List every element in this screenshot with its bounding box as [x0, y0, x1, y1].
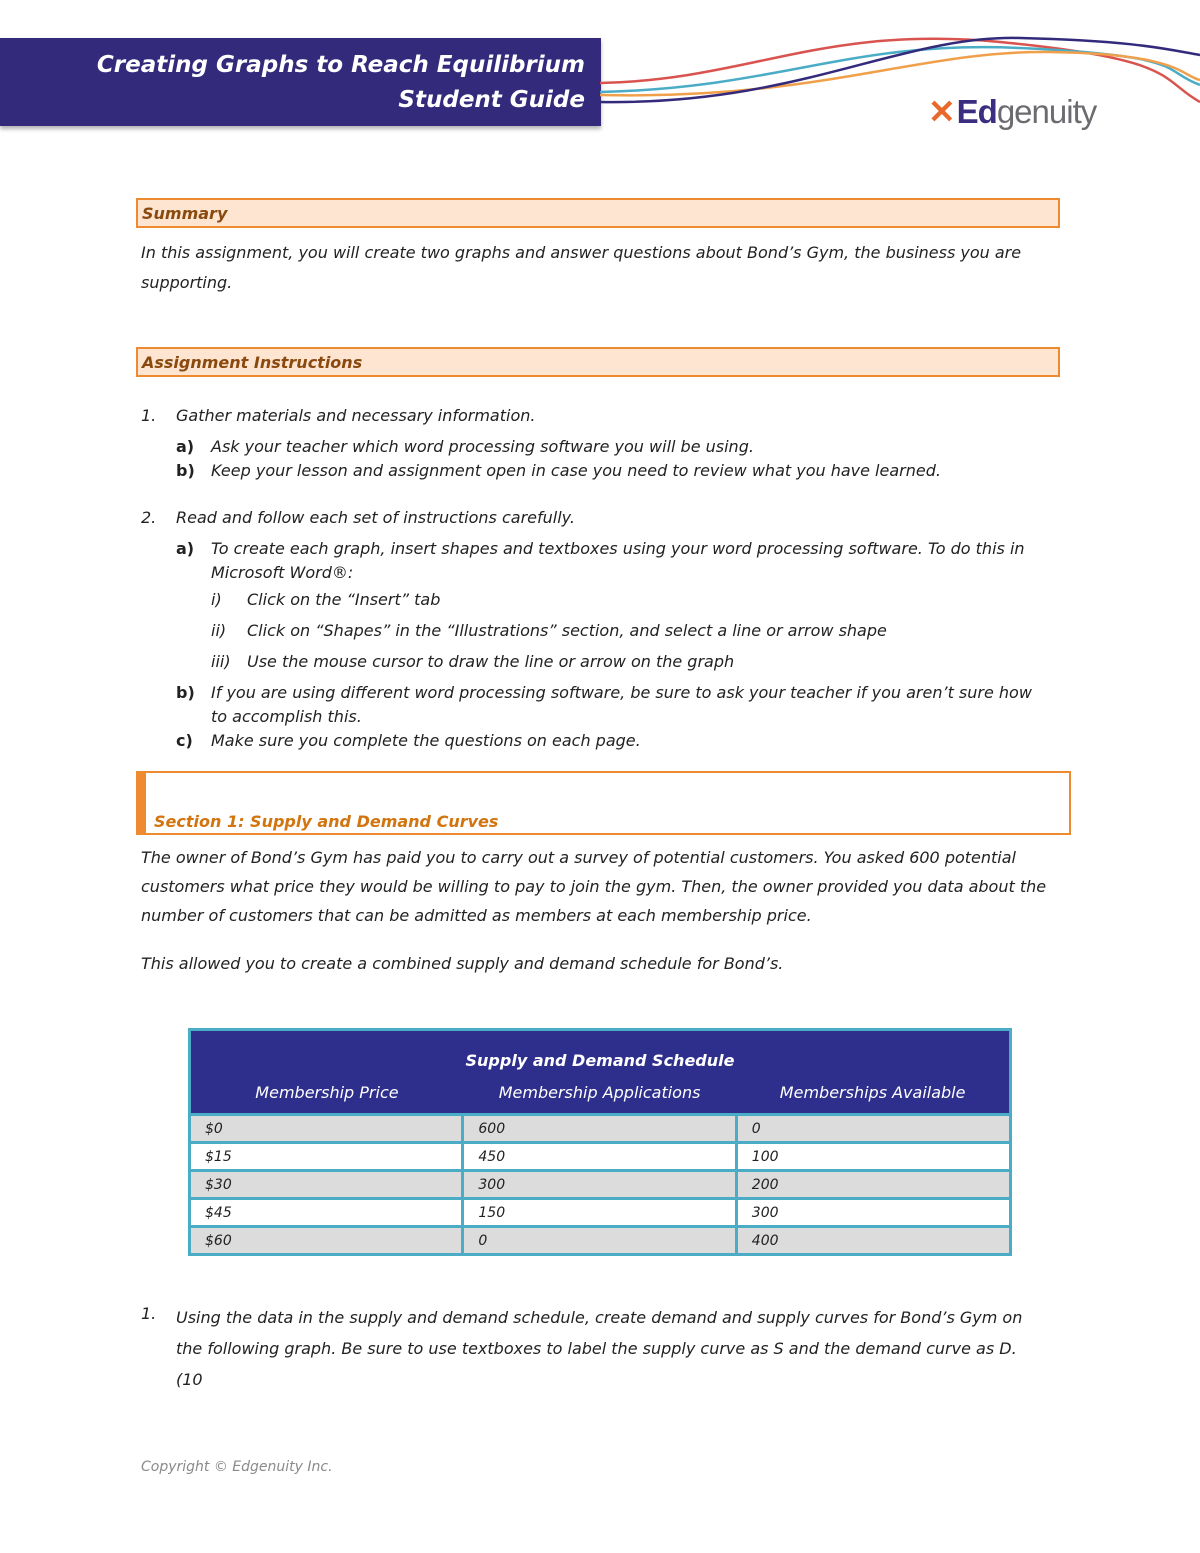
step-item: Use the mouse cursor to draw the line or arrow on the graph [247, 652, 735, 671]
sub-label: b) [176, 683, 195, 702]
table-title: Supply and Demand Schedule [190, 1030, 1011, 1072]
decorative-waves [600, 30, 1200, 120]
document-title: Creating Graphs to Reach Equilibrium [96, 52, 585, 78]
item-number: 2. [141, 508, 157, 527]
sub-label: a) [176, 437, 195, 456]
sub-label: c) [176, 731, 193, 750]
table-cell: 0 [736, 1115, 1010, 1143]
item-number: 1. [141, 406, 157, 425]
step-label: i) [211, 590, 222, 609]
section1-paragraph-2: This allowed you to create a combined supply and demand schedule for Bond’s. [141, 954, 784, 973]
sub-item: Make sure you complete the questions on each page. [211, 731, 641, 750]
instruction-item: Read and follow each set of instructions carefully. [176, 508, 575, 527]
table-cell: 100 [736, 1143, 1010, 1171]
table-cell: 200 [736, 1171, 1010, 1199]
column-header: Membership Price [190, 1071, 463, 1115]
section1-paragraph: The owner of Bond’s Gym has paid you to carry out a survey of potential customers. You asked 600 potential customers what price they would be willing to pay to join the gym. Then, the owner provided you data about the number of customers that can be admitted as members at each membership price. [141, 848, 1047, 925]
supply-demand-table [188, 1028, 1012, 1256]
sub-item: If you are using different word processing software, be sure to ask your teacher if you aren’t sure how to accomplish this. [211, 683, 1032, 726]
sub-item: Ask your teacher which word processing software you will be using. [211, 437, 754, 456]
table-row [190, 1143, 1011, 1171]
summary-heading: Summary [136, 198, 1060, 228]
step-item: Click on the “Insert” tab [247, 590, 441, 609]
table-cell: 0 [463, 1227, 736, 1255]
table-row [190, 1199, 1011, 1227]
table-cell: 600 [463, 1115, 736, 1143]
table-cell: 450 [463, 1143, 736, 1171]
column-header: Membership Applications [463, 1071, 736, 1115]
table-cell: $0 [190, 1115, 463, 1143]
table-row [190, 1227, 1011, 1255]
sub-label: b) [176, 461, 195, 480]
sub-item: Keep your lesson and assignment open in case you need to review what you have learned. [211, 461, 941, 480]
step-label: iii) [211, 652, 231, 671]
table-cell: 150 [463, 1199, 736, 1227]
header-banner [0, 38, 601, 126]
step-item: Click on “Shapes” in the “Illustrations” section, and select a line or arrow shape [247, 621, 887, 640]
column-header: Memberships Available [736, 1071, 1010, 1115]
sub-item: To create each graph, insert shapes and textboxes using your word processing software. To do this in Microsoft Word®: [211, 539, 1025, 582]
section1-heading-box [136, 771, 1071, 835]
document-subtitle: Student Guide [398, 87, 585, 113]
instruction-item: Gather materials and necessary information. [176, 406, 536, 425]
table-row [190, 1171, 1011, 1199]
summary-text: In this assignment, you will create two graphs and answer questions about Bond’s Gym, the business you are supporting. [141, 243, 1022, 292]
table-cell: $60 [190, 1227, 463, 1255]
table-cell: $45 [190, 1199, 463, 1227]
instructions-heading: Assignment Instructions [136, 347, 1060, 377]
table-cell: $30 [190, 1171, 463, 1199]
question-number: 1. [141, 1304, 157, 1323]
table-row [190, 1115, 1011, 1143]
table-cell: $15 [190, 1143, 463, 1171]
table-cell: 400 [736, 1227, 1010, 1255]
step-label: ii) [211, 621, 227, 640]
logo-x-icon: ✕ [928, 93, 955, 130]
copyright-footer: Copyright © Edgenuity Inc. [141, 1459, 333, 1475]
table-cell: 300 [736, 1199, 1010, 1227]
section1-heading: Section 1: Supply and Demand Curves [154, 812, 499, 831]
edgenuity-logo: ✕Edgenuity [928, 93, 1097, 130]
sub-label: a) [176, 539, 195, 558]
table-cell: 300 [463, 1171, 736, 1199]
question-1: Using the data in the supply and demand schedule, create demand and supply curves for Bond’s Gym on the following graph. Be sure to use textboxes to label the supply curve as S and the demand curve as D. (10 [176, 1308, 1023, 1389]
